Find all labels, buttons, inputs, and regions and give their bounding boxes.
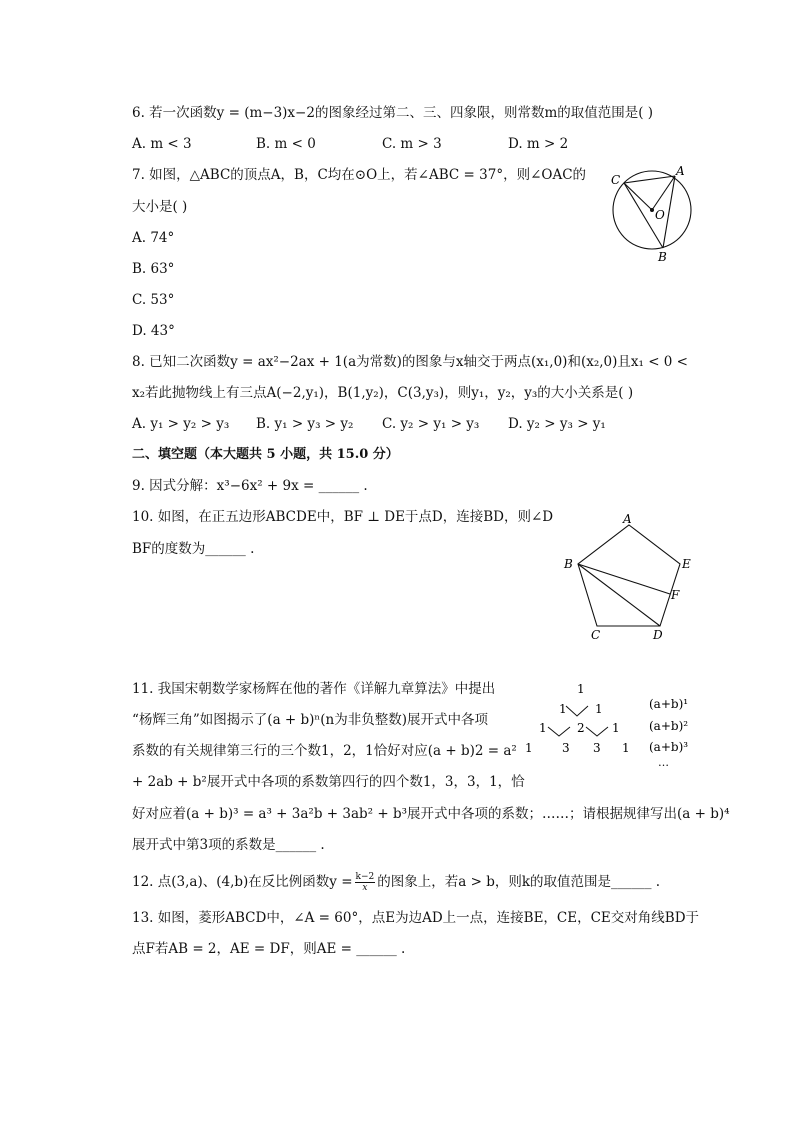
q11-yanghui-triangle-figure <box>518 676 698 772</box>
segment-bd <box>578 564 660 626</box>
q6-option-c: C. m > 3 <box>382 136 442 152</box>
fraction-numerator: k−2 <box>355 872 375 882</box>
q11-line6: 展开式中第3项的系数是______ . <box>132 837 325 853</box>
q11-line3: 系数的有关规律第三行的三个数1，2，1恰好对应(a + b)2 = a² <box>132 743 517 759</box>
q13-line1: 13. 如图，菱形ABCD中，∠A = 60°，点E为边AD上一点，连接BE，CE，CE交对角线BD于 <box>132 910 700 926</box>
label-b: B <box>658 250 667 264</box>
q11-line1: 11. 我国宋朝数学家杨辉在他的著作《详解九章算法》中提出 <box>132 681 496 697</box>
label-e: E <box>682 557 691 571</box>
connector-r3b <box>586 727 608 736</box>
center-dot <box>650 208 654 212</box>
triangle-r2-c2: 1 <box>595 702 603 716</box>
triangle-r1-c1: 1 <box>577 682 585 696</box>
triangle-r4-c2: 3 <box>562 741 570 755</box>
connector-r3a <box>548 727 570 736</box>
label-b: B <box>564 557 573 571</box>
q10-pentagon-figure <box>560 508 700 648</box>
q7-option-d: D. 43° <box>132 323 175 339</box>
radius-oa <box>652 176 675 210</box>
label-d: D <box>653 628 663 642</box>
triangle-r3-c1: 1 <box>539 721 547 735</box>
q8-option-d: D. y₂ > y₃ > y₁ <box>508 416 606 432</box>
row-label-1: (a+b)¹ <box>649 697 689 711</box>
q12-part1: 12. 点(3,a)、(4,b)在反比例函数y = <box>132 874 353 890</box>
label-c: C <box>611 173 621 187</box>
q7-circle-figure <box>600 160 710 265</box>
row-label-3: (a+b)³ <box>649 740 689 754</box>
segment-bf <box>578 564 670 594</box>
q8-stem-line1: 8. 已知二次函数y = ax²−2ax + 1(a为常数)的图象与x轴交于两点(x₁,0)和(x₂,0)且x₁ < 0 < <box>132 354 688 370</box>
q6-option-d: D. m > 2 <box>508 136 569 152</box>
q9-stem: 9. 因式分解：x³−6x² + 9x = ______ . <box>132 478 368 494</box>
q7-stem-line2: 大小是( ) <box>132 199 188 215</box>
q13-line2: 点F若AB = 2，AE = DF，则AE = ______ . <box>132 941 406 957</box>
section2-heading: 二、填空题（本大题共 5 小题，共 15.0 分） <box>132 447 399 462</box>
label-c: C <box>591 628 601 642</box>
label-a: A <box>623 512 632 526</box>
q7-stem-line1: 7. 如图，△ABC的顶点A，B，C均在⊙O上，若∠ABC = 37°，则∠OAC的 <box>132 167 587 183</box>
q11-line2: “杨辉三角”如图揭示了(a + b)ⁿ(n为非负整数)展开式中各项 <box>132 712 488 728</box>
label-o: O <box>655 208 665 222</box>
q8-option-b: B. y₁ > y₃ > y₂ <box>256 416 354 432</box>
label-f: F <box>671 588 680 602</box>
fraction-denominator: x <box>362 883 368 893</box>
triangle-r3-c3: 1 <box>612 721 620 735</box>
label-a: A <box>676 164 685 178</box>
q10-line2: BF的度数为______ . <box>132 541 255 557</box>
q7-option-c: C. 53° <box>132 292 175 308</box>
q10-line1: 10. 如图，在正五边形ABCDE中，BF ⊥ DE于点D，连接BD，则∠D <box>132 509 554 525</box>
q6-stem: 6. 若一次函数y = (m−3)x−2的图象经过第二、三、四象限，则常数m的取值范围是( ) <box>132 105 654 121</box>
q11-line5: 好对应着(a + b)³ = a³ + 3a²b + 3ab² + b³展开式中各项的系数；……；请根据规律写出(a + b)⁴ <box>132 806 730 822</box>
q12-part2: 的图象上，若a > b，则k的取值范围是______ . <box>377 874 661 890</box>
connector-r2 <box>566 706 588 716</box>
q7-option-b: B. 63° <box>132 261 175 277</box>
triangle-r4-c3: 3 <box>593 741 601 755</box>
q8-option-c: C. y₂ > y₁ > y₃ <box>382 416 480 432</box>
triangle-r2-c1: 1 <box>559 702 567 716</box>
q8-option-a: A. y₁ > y₂ > y₃ <box>132 416 230 432</box>
row-label-2: (a+b)² <box>649 719 689 733</box>
triangle-r4-c1: 1 <box>525 741 533 755</box>
q6-option-a: A. m < 3 <box>132 136 192 152</box>
triangle-r4-c4: 1 <box>622 741 630 755</box>
q11-line4: + 2ab + b²展开式中各项的系数第四行的四个数1，3，3，1，恰 <box>132 774 525 790</box>
q7-option-a: A. 74° <box>132 230 175 246</box>
q6-option-b: B. m < 0 <box>256 136 316 152</box>
q8-stem-line2: x₂若此抛物线上有三点A(−2,y₁)，B(1,y₂)，C(3,y₃)，则y₁，y₂，y₃的大小关系是( ) <box>132 385 634 401</box>
row-label-ellipsis: … <box>658 756 669 769</box>
q12-fraction <box>355 872 376 893</box>
q12-line <box>132 872 660 893</box>
triangle-r3-c2: 2 <box>577 721 585 735</box>
